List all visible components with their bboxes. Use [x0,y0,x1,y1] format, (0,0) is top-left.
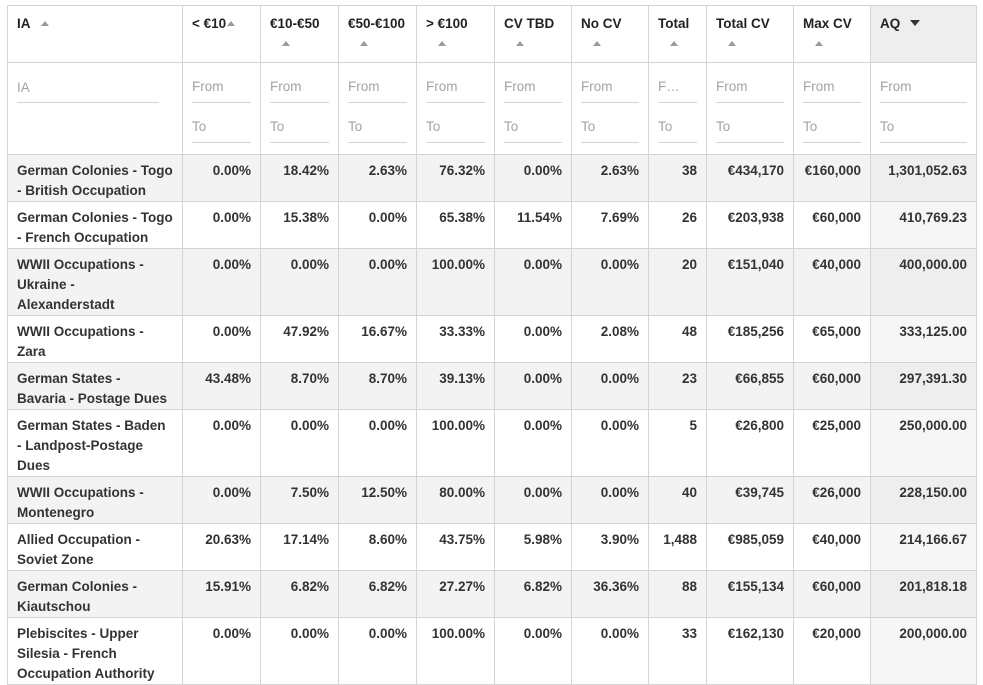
ia-filter-input[interactable]: IA [17,63,159,103]
table-row[interactable] [8,316,977,363]
column-header-label: IA [17,16,31,31]
cell-lt10: 0.00% [183,477,261,524]
cell-total: 1,488 [649,524,707,571]
cell-ia[interactable]: Plebiscites - Upper Silesia - French Occupation Authority [8,618,183,685]
to-filter-input[interactable]: To [658,103,697,143]
cell-aq: 250,000.00 [871,410,977,477]
cell-aq: 1,301,052.63 [871,155,977,202]
cell-max_cv: €60,000 [794,202,871,249]
column-header-label: > €100 [426,16,468,31]
cell-aq: 333,125.00 [871,316,977,363]
cell-aq: 200,000.00 [871,618,977,685]
from-filter-input[interactable]: From [716,63,784,103]
cell-r50_100: 2.63% [339,155,417,202]
cell-cv_tbd: 11.54% [495,202,572,249]
column-header-label: €10-€50 [270,16,320,31]
cell-gt100: 76.32% [417,155,495,202]
cell-total: 20 [649,249,707,316]
cell-r50_100: 16.67% [339,316,417,363]
cell-total: 88 [649,571,707,618]
sort-asc-icon[interactable] [41,21,49,26]
from-filter-input[interactable]: From [270,63,329,103]
cell-lt10: 43.48% [183,363,261,410]
cell-lt10: 0.00% [183,202,261,249]
cell-max_cv: €160,000 [794,155,871,202]
cell-aq: 410,769.23 [871,202,977,249]
filter-cell-ia [8,63,183,155]
cell-max_cv: €65,000 [794,316,871,363]
cell-cv_tbd: 6.82% [495,571,572,618]
cell-ia[interactable]: German States - Bavaria - Postage Dues [8,363,183,410]
cell-no_cv: 2.63% [572,155,649,202]
cell-gt100: 100.00% [417,249,495,316]
column-header-no_cv[interactable] [572,6,649,63]
cell-r50_100: 6.82% [339,571,417,618]
cell-ia[interactable]: WWII Occupations - Ukraine - Alexanderstadt [8,249,183,316]
from-filter-input[interactable]: From [803,63,861,103]
cell-no_cv: 0.00% [572,618,649,685]
table-row[interactable] [8,202,977,249]
sort-asc-icon[interactable] [516,41,524,46]
table-row[interactable] [8,155,977,202]
cell-r10_50: 7.50% [261,477,339,524]
cell-lt10: 0.00% [183,410,261,477]
cell-lt10: 0.00% [183,249,261,316]
to-filter-input[interactable]: To [426,103,485,143]
cell-ia[interactable]: German States - Baden - Landpost-Postage Dues [8,410,183,477]
from-filter-input[interactable]: From [348,63,407,103]
to-filter-input[interactable]: To [192,103,251,143]
table-body [8,155,977,685]
column-header-max_cv[interactable] [794,6,871,63]
sort-asc-icon[interactable] [670,41,678,46]
cell-total_cv: €985,059 [707,524,794,571]
filter-cell-cv_tbd [495,63,572,155]
cell-total_cv: €434,170 [707,155,794,202]
cell-cv_tbd: 0.00% [495,155,572,202]
sort-asc-icon[interactable] [282,41,290,46]
cell-total_cv: €155,134 [707,571,794,618]
column-header-label: No CV [581,16,622,31]
cell-total_cv: €39,745 [707,477,794,524]
cell-total_cv: €151,040 [707,249,794,316]
column-header-gt100[interactable] [417,6,495,63]
cell-lt10: 0.00% [183,618,261,685]
cell-no_cv: 0.00% [572,363,649,410]
filter-cell-aq [871,63,977,155]
cell-total: 5 [649,410,707,477]
ia-statistics-table [7,5,977,685]
filter-row [8,63,977,155]
cell-gt100: 100.00% [417,410,495,477]
filter-cell-total [649,63,707,155]
table-row[interactable] [8,618,977,685]
cell-r10_50: 0.00% [261,249,339,316]
cell-r50_100: 8.70% [339,363,417,410]
cell-r10_50: 18.42% [261,155,339,202]
cell-r50_100: 0.00% [339,202,417,249]
cell-aq: 400,000.00 [871,249,977,316]
cell-cv_tbd: 0.00% [495,249,572,316]
cell-r50_100: 8.60% [339,524,417,571]
from-filter-input[interactable]: From [426,63,485,103]
table-row[interactable] [8,249,977,316]
cell-max_cv: €26,000 [794,477,871,524]
cell-no_cv: 36.36% [572,571,649,618]
cell-total: 40 [649,477,707,524]
cell-r10_50: 0.00% [261,410,339,477]
cell-total: 23 [649,363,707,410]
filter-cell-gt100 [417,63,495,155]
sort-arrow-row [504,39,562,46]
column-header-label: < €10 [192,16,227,31]
cell-max_cv: €25,000 [794,410,871,477]
cell-max_cv: €40,000 [794,524,871,571]
cell-max_cv: €20,000 [794,618,871,685]
column-header-label: Total CV [716,16,770,31]
sort-arrow-row [658,39,697,46]
from-filter-input[interactable]: From [880,63,967,103]
cell-total: 33 [649,618,707,685]
cell-r10_50: 0.00% [261,618,339,685]
cell-ia[interactable]: German Colonies - Togo - French Occupation [8,202,183,249]
cell-r10_50: 17.14% [261,524,339,571]
column-header-total[interactable] [649,6,707,63]
cell-max_cv: €40,000 [794,249,871,316]
filter-cell-lt10 [183,63,261,155]
from-filter-input[interactable]: From [192,63,251,103]
cell-lt10: 20.63% [183,524,261,571]
cell-ia[interactable]: WWII Occupations - Montenegro [8,477,183,524]
filter-cell-r50_100 [339,63,417,155]
table-row[interactable] [8,571,977,618]
table-row[interactable] [8,524,977,571]
sort-asc-icon[interactable] [227,21,235,26]
cell-total_cv: €162,130 [707,618,794,685]
from-filter-input[interactable]: F… [658,63,697,103]
cell-ia[interactable]: German Colonies - Togo - British Occupation [8,155,183,202]
cell-gt100: 65.38% [417,202,495,249]
sort-arrow-row [716,39,784,46]
to-filter-input[interactable]: To [803,103,861,143]
cell-r10_50: 6.82% [261,571,339,618]
sort-arrow-row [270,39,329,46]
table-row[interactable] [8,477,977,524]
sort-asc-icon[interactable] [593,41,601,46]
cell-ia[interactable]: Allied Occupation - Soviet Zone [8,524,183,571]
column-header-lt10[interactable] [183,6,261,63]
column-header-r10_50[interactable] [261,6,339,63]
cell-r50_100: 0.00% [339,249,417,316]
cell-aq: 214,166.67 [871,524,977,571]
cell-r50_100: 0.00% [339,618,417,685]
from-filter-input[interactable]: From [504,63,562,103]
cell-no_cv: 2.08% [572,316,649,363]
cell-total: 48 [649,316,707,363]
column-header-total_cv[interactable] [707,6,794,63]
cell-total_cv: €66,855 [707,363,794,410]
column-header-label: €50-€100 [348,16,406,31]
cell-r10_50: 15.38% [261,202,339,249]
cell-lt10: 15.91% [183,571,261,618]
to-filter-input[interactable]: To [716,103,784,143]
cell-max_cv: €60,000 [794,363,871,410]
column-header-ia[interactable] [8,6,183,63]
cell-cv_tbd: 5.98% [495,524,572,571]
cell-total_cv: €185,256 [707,316,794,363]
cell-cv_tbd: 0.00% [495,618,572,685]
cell-no_cv: 0.00% [572,249,649,316]
cell-max_cv: €60,000 [794,571,871,618]
to-filter-input[interactable]: To [880,103,967,143]
cell-total: 26 [649,202,707,249]
cell-cv_tbd: 0.00% [495,410,572,477]
cell-aq: 201,818.18 [871,571,977,618]
cell-ia[interactable]: German Colonies - Kiautschou [8,571,183,618]
filter-cell-max_cv [794,63,871,155]
sort-arrow-row [348,39,407,46]
sort-desc-icon[interactable] [910,20,920,26]
column-header-label: AQ [880,16,901,31]
cell-total_cv: €26,800 [707,410,794,477]
to-filter-input[interactable]: To [581,103,639,143]
cell-gt100: 33.33% [417,316,495,363]
cell-gt100: 80.00% [417,477,495,524]
cell-cv_tbd: 0.00% [495,363,572,410]
column-header-label: Max CV [803,16,852,31]
cell-r50_100: 12.50% [339,477,417,524]
sort-asc-icon[interactable] [438,41,446,46]
cell-no_cv: 0.00% [572,410,649,477]
cell-lt10: 0.00% [183,316,261,363]
column-header-r50_100[interactable] [339,6,417,63]
column-header-label: Total [658,16,690,31]
cell-gt100: 43.75% [417,524,495,571]
table-row[interactable] [8,410,977,477]
cell-total_cv: €203,938 [707,202,794,249]
cell-r10_50: 8.70% [261,363,339,410]
sort-arrow-row [581,39,639,46]
column-header-label: CV TBD [504,16,555,31]
cell-aq: 228,150.00 [871,477,977,524]
filter-cell-no_cv [572,63,649,155]
cell-no_cv: 3.90% [572,524,649,571]
cell-aq: 297,391.30 [871,363,977,410]
filter-cell-total_cv [707,63,794,155]
sort-asc-icon[interactable] [815,41,823,46]
sort-arrow-row [426,39,485,46]
cell-gt100: 100.00% [417,618,495,685]
cell-no_cv: 7.69% [572,202,649,249]
cell-gt100: 39.13% [417,363,495,410]
cell-r50_100: 0.00% [339,410,417,477]
filter-cell-r10_50 [261,63,339,155]
to-filter-input[interactable]: To [270,103,329,143]
sort-arrow-row [803,39,861,46]
column-header-cv_tbd[interactable] [495,6,572,63]
to-filter-input[interactable]: To [504,103,562,143]
cell-total: 38 [649,155,707,202]
cell-r10_50: 47.92% [261,316,339,363]
sort-asc-icon[interactable] [728,41,736,46]
cell-cv_tbd: 0.00% [495,477,572,524]
from-filter-input[interactable]: From [581,63,639,103]
table-row[interactable] [8,363,977,410]
cell-cv_tbd: 0.00% [495,316,572,363]
cell-lt10: 0.00% [183,155,261,202]
cell-ia[interactable]: WWII Occupations - Zara [8,316,183,363]
header-row [8,6,977,63]
cell-no_cv: 0.00% [572,477,649,524]
to-filter-input[interactable]: To [348,103,407,143]
column-header-aq[interactable] [871,6,977,63]
sort-asc-icon[interactable] [360,41,368,46]
cell-gt100: 27.27% [417,571,495,618]
